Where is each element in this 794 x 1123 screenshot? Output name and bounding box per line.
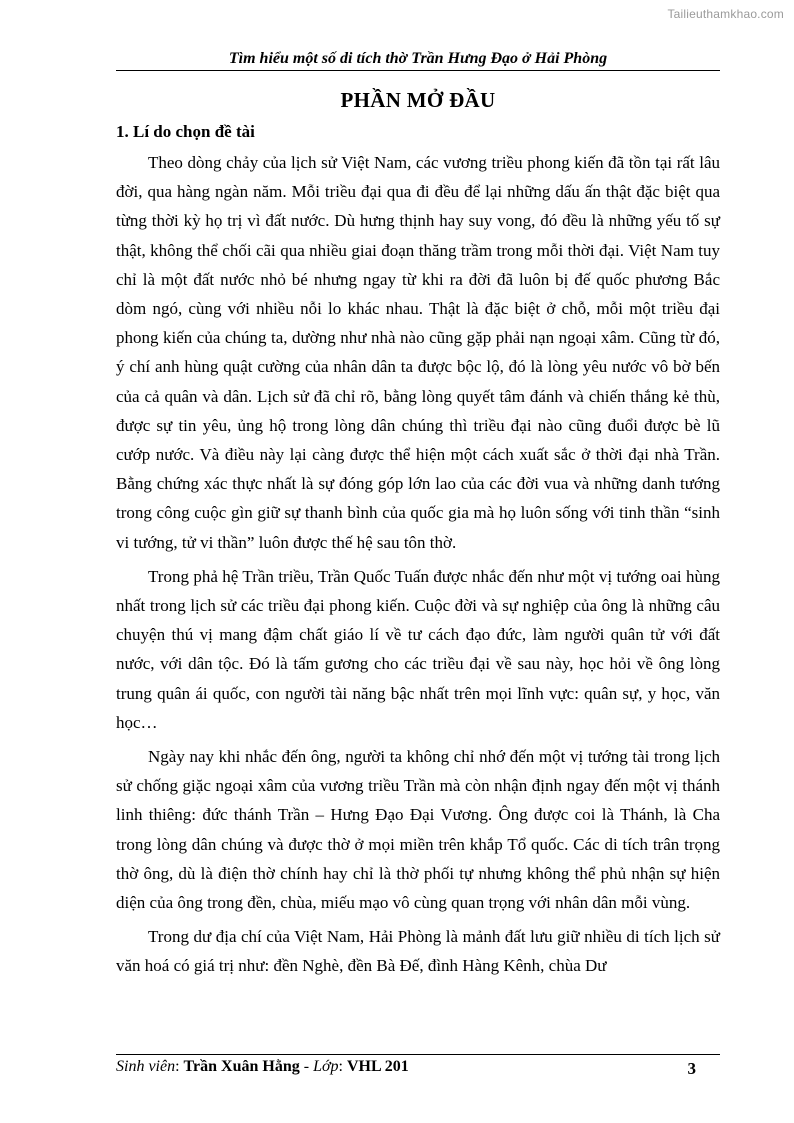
paragraph-3: Ngày nay khi nhắc đến ông, người ta không chỉ nhớ đến một vị tướng tài trong lịch sử chống giặc ngoại xâm của vương triều Trần mà còn nhận định ngay đến một vị thánh linh thiêng: đức thánh Trần – Hưng Đạo Đại Vương. Ông được coi là Thánh, là Cha trong lòng dân chúng và được thờ ở mọi miền trên khắp Tổ quốc. Các di tích trân trọng thờ ông, dù là điện thờ chính hay chỉ là thờ phối tự nhưng không thể phủ nhận sự hiện diện của ông trong đền, chùa, miếu mạo vô cùng quan trọng với nhân dân mỗi vùng. (116, 747, 720, 913)
footer-divider (116, 1054, 720, 1055)
footer: Sinh viên: Trần Xuân Hằng - Lớp: VHL 201 (116, 1058, 409, 1075)
class-value: VHL 201 (346, 1058, 409, 1075)
running-header: Tìm hiểu một số di tích thờ Trần Hưng Đạo ở Hải Phòng (228, 50, 608, 67)
header-divider (116, 70, 720, 71)
footer-separator: - (299, 1058, 314, 1075)
section-heading: 1. Lí do chọn đề tài (116, 122, 255, 141)
paragraph-2: Trong phả hệ Trần triều, Trần Quốc Tuấn được nhắc đến như một vị tướng oai hùng nhất trong lịch sử các triều đại phong kiến. Cuộc đời và sự nghiệp của ông là những câu chuyện thú vị mang đậm chất giáo lí về tư cách đạo đức, làm người quân tử với đất nước, với dân tộc. Đó là tấm gương cho các triều đại về sau này, học hỏi về ông lòng trung quân ái quốc, con người tài năng bậc nhất trên mọi lĩnh vực: quân sự, y học, văn học… (116, 566, 720, 732)
page-title: PHẦN MỞ ĐẦU (340, 88, 496, 112)
page-number: 3 (687, 1059, 696, 1078)
class-label: Lớp (313, 1058, 339, 1075)
paragraph-4: Trong dư địa chí của Việt Nam, Hải Phòng là mảnh đất lưu giữ nhiều di tích lịch sử văn hoá có giá trị như: đền Nghè, đền Bà Đế, đình Hàng Kênh, chùa Dư (116, 927, 720, 976)
student-name: Trần Xuân Hằng (183, 1058, 300, 1075)
student-label: Sinh viên (116, 1058, 176, 1075)
watermark: Tailieuthamkhao.com (667, 7, 784, 21)
body-text (116, 148, 720, 981)
paragraph-1: Theo dòng chảy của lịch sử Việt Nam, các vương triều phong kiến đã tồn tại rất lâu đời, qua hàng ngàn năm. Mỗi triều đại qua đi đều để lại những dấu ấn thật đặc biệt qua từng thời kỳ họ trị vì đất nước. Dù hưng thịnh hay suy vong, đó đều là những yếu tố sự thật, không thể chối cãi qua nhiều giai đoạn thăng trầm trong mỗi thời đại. Việt Nam tuy chỉ là một đất nước nhỏ bé nhưng ngay từ khi ra đời đã luôn bị đế quốc phương Bắc dòm ngó, cùng với nhiều nỗi lo khác nhau. Thật là đặc biệt ở chỗ, mỗi một triều đại phong kiến của chúng ta, dường như nhà nào cũng gặp phải nạn ngoại xâm. Cũng từ đó, ý chí anh hùng quật cường của nhân dân ta được bộc lộ, đó là lòng yêu nước vô bờ bến của cả quân và dân. Lịch sử đã chỉ rõ, bằng lòng quyết tâm đánh và chiến thắng kẻ thù, được sự tin yêu, ủng hộ trong lòng dân chúng thì triều đại nào cũng đuổi được bè lũ cướp nước. Và điều này lại càng được thể hiện một cách xuất sắc ở thời đại nhà Trần. Bằng chứng xác thực nhất là sự đóng góp lớn lao của các đời vua và những danh tướng trong công cuộc gìn giữ sự thanh bình của quốc gia mà họ luôn sống với tinh thần “sinh vi tướng, tử vi thần” luôn được thế hệ sau tôn thờ. (116, 153, 720, 552)
